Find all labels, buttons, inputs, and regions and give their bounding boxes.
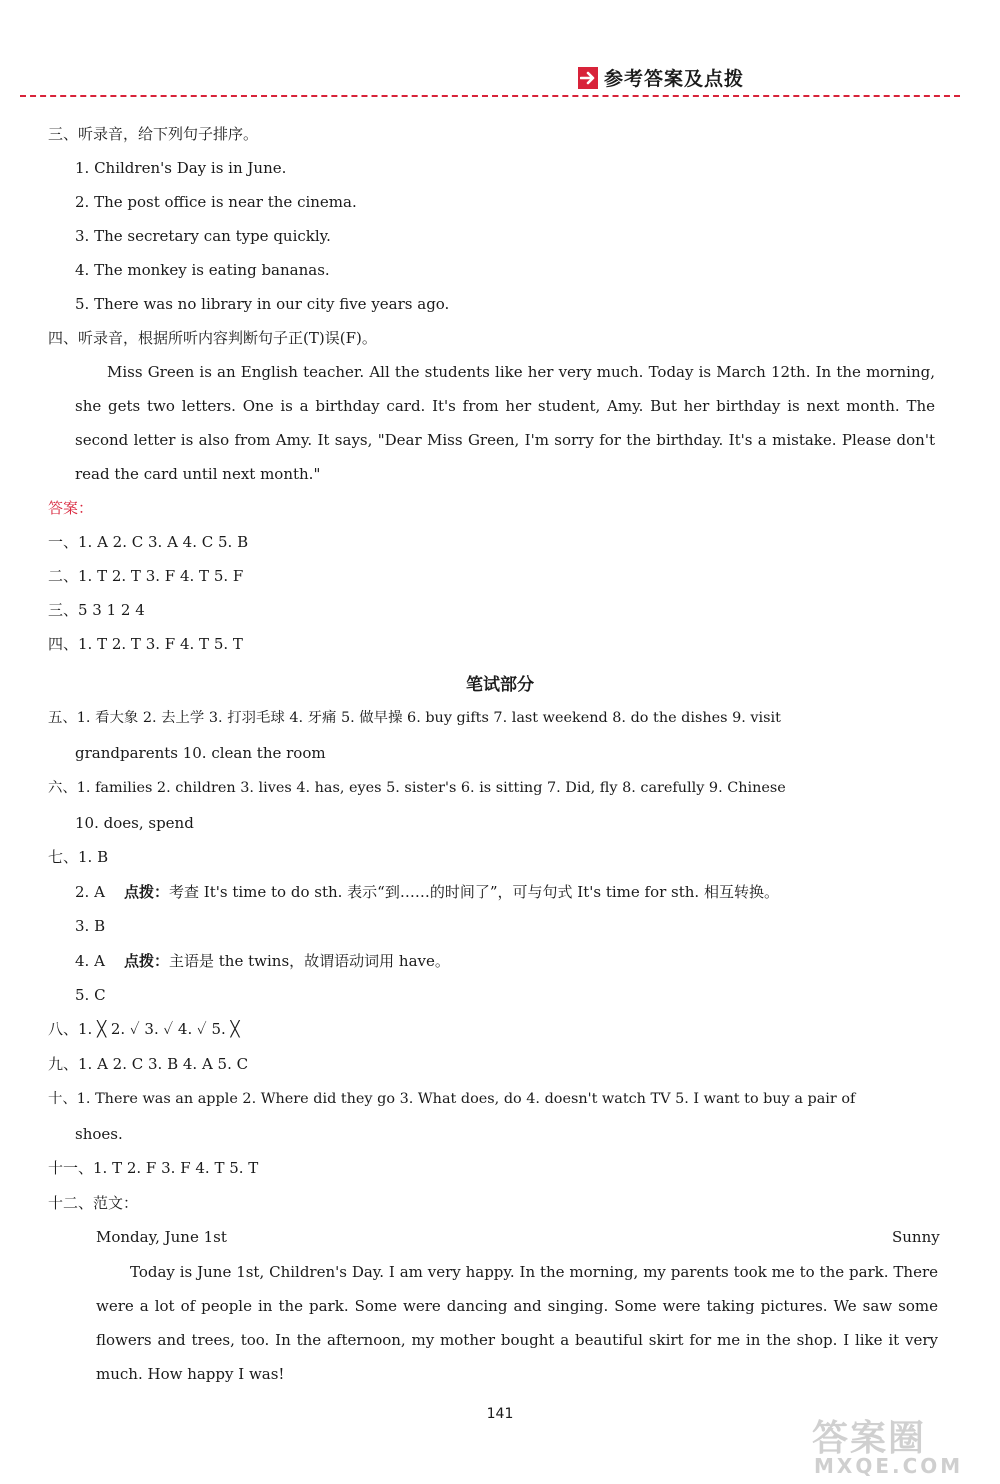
q8-answers: 八、1. ╳ 2. ✓ 3. ✓ 4. ✓ 5. ╳ xyxy=(48,1020,240,1038)
section3-item-2: 2. The post office is near the cinema. xyxy=(75,193,357,211)
header-tag xyxy=(578,64,744,91)
header-title: 参考答案及点拨 xyxy=(604,68,745,90)
q12-heading: 十二、范文： xyxy=(48,1194,139,1212)
arrow-right-icon xyxy=(578,67,598,89)
essay-body: Today is June 1st, Children's Day. I am very happy. In the morning, my parents took me to the park. There were a lot of people in the park. Some were dancing and singing. Some were taking pictures. We saw some flowers and trees, too. In the afternoon, my mother bought a beautiful skirt for me in the shop. I like it very much. How happy I was! xyxy=(96,1263,938,1383)
q7-item-2-hint-label: 点拨： xyxy=(124,883,170,901)
section4-heading: 四、听录音，根据所听内容判断句子正(T)误(F)。 xyxy=(48,329,377,347)
watermark-top: 答案圈 xyxy=(812,1418,927,1459)
q5-line-2: grandparents 10. clean the room xyxy=(75,744,326,762)
watermark-logo xyxy=(812,1410,972,1476)
q7-item-3: 3. B xyxy=(75,917,106,935)
q5-line-1: 五、1. 看大象 2. 去上学 3. 打羽毛球 4. 牙痛 5. 做早操 6. buy gifts 7. last weekend 8. do the dishes 9. visit xyxy=(48,710,781,726)
answer-line-3: 三、5 3 1 2 4 xyxy=(48,601,145,619)
section3-item-1: 1. Children's Day is in June. xyxy=(75,159,287,177)
q7-item-5: 5. C xyxy=(75,986,106,1004)
section4-passage: Miss Green is an English teacher. All the students like her very much. Today is March 12th. In the morning, she gets two letters. One is a birthday card. It's from her student, Amy. But her birthday is next month. The second letter is also from Amy. It says, "Dear Miss Green, I'm sorry for the birthday. It's a mistake. Please don't read the card until next month." xyxy=(75,363,935,483)
answer-line-1: 一、1. A 2. C 3. A 4. C 5. B xyxy=(48,533,249,551)
page-number: 141 xyxy=(486,1406,514,1422)
q10-line-2: shoes. xyxy=(75,1125,123,1143)
q7-item-2 xyxy=(75,881,779,903)
q7-item-4-hint: 主语是 the twins，故谓语动词用 have。 xyxy=(169,952,450,970)
header-divider xyxy=(20,95,960,97)
q6-line-2: 10. does, spend xyxy=(75,814,194,832)
q7-item-2-answer: 2. A xyxy=(75,883,105,901)
section3-item-4: 4. The monkey is eating bananas. xyxy=(75,261,330,279)
section3-item-3: 3. The secretary can type quickly. xyxy=(75,227,331,245)
answer-line-2: 二、1. T 2. T 3. F 4. T 5. F xyxy=(48,567,244,585)
q11-answers: 十一、1. T 2. F 3. F 4. T 5. T xyxy=(48,1159,259,1177)
page-header xyxy=(0,0,1000,100)
q7-item-2-hint: 考查 It's time to do sth. 表示“到……的时间了”，可与句式 It's time for sth. 相互转换。 xyxy=(169,883,779,901)
section3-item-5: 5. There was no library in our city five years ago. xyxy=(75,295,450,313)
answers-label: 答案： xyxy=(48,499,94,517)
q7-item-4-answer: 4. A xyxy=(75,952,105,970)
q10-line-1: 十、1. There was an apple 2. Where did they go 3. What does, do 4. doesn't watch TV 5. I want to buy a pair of xyxy=(48,1091,856,1107)
answer-line-4: 四、1. T 2. T 3. F 4. T 5. T xyxy=(48,635,243,653)
q9-answers: 九、1. A 2. C 3. B 4. A 5. C xyxy=(48,1055,249,1073)
q7-item-4 xyxy=(75,950,450,972)
section3-heading: 三、听录音，给下列句子排序。 xyxy=(48,125,259,143)
essay-weather: Sunny xyxy=(892,1228,940,1246)
watermark-bottom: MXQE.COM xyxy=(814,1454,964,1478)
written-section-heading: 笔试部分 xyxy=(466,675,534,695)
q7-item-1: 七、1. B xyxy=(48,848,109,866)
q7-item-4-hint-label: 点拨： xyxy=(124,952,170,970)
q6-line-1: 六、1. families 2. children 3. lives 4. has, eyes 5. sister's 6. is sitting 7. Did, fly 8. carefully 9. Chinese xyxy=(48,780,786,796)
essay-date: Monday, June 1st xyxy=(96,1228,227,1246)
